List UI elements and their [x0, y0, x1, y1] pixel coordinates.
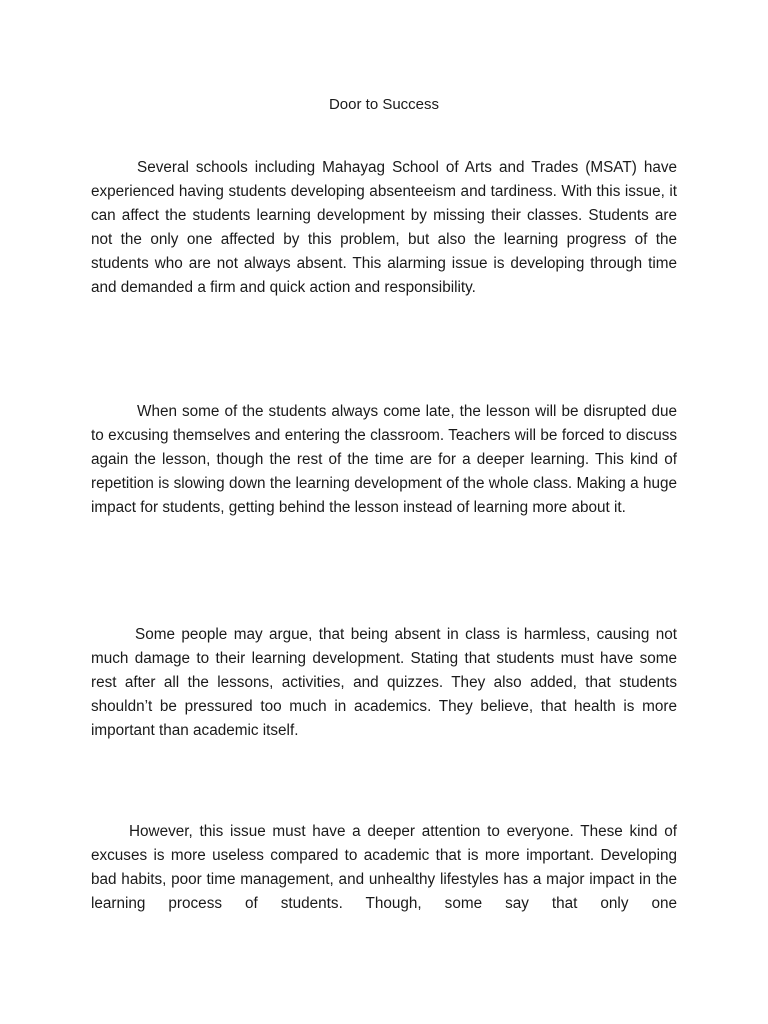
document-title: Door to Success [328, 96, 440, 113]
paragraph-2: When some of the students always come late, the lesson will be disrupted due to excusing themselves and entering the classroom. Teachers will be forced to discuss again the lesson, though the rest of the time are for a deeper learning. This kind of repetition is slowing down the learning development of the whole class. Making a huge impact for students, getting behind the lesson instead of learning more about it. [91, 403, 677, 516]
paragraph-3: Some people may argue, that being absent in class is harmless, causing not much damage to their learning development. Stating that students must have some rest after all the lessons, activities, and quizzes. They also added, that students shouldn’t be pressured too much in academics. They believe, that health is more important than academic itself. [91, 626, 677, 739]
paragraph-4: However, this issue must have a deeper attention to everyone. These kind of excuses is more useless compared to academic that is more important. Developing bad habits, poor time management, and unhealthy lifestyles has a major impact in the learning process of students. Though, some say that only one [91, 823, 677, 912]
paragraph-1: Several schools including Mahayag School of Arts and Trades (MSAT) have experienced having students developing absenteeism and tardiness. With this issue, it can affect the students learning development by missing their classes. Students are not the only one affected by this problem, but also the learning progress of the students who are not always absent. This alarming issue is developing through time and demanded a firm and quick action and responsibility. [91, 159, 677, 296]
